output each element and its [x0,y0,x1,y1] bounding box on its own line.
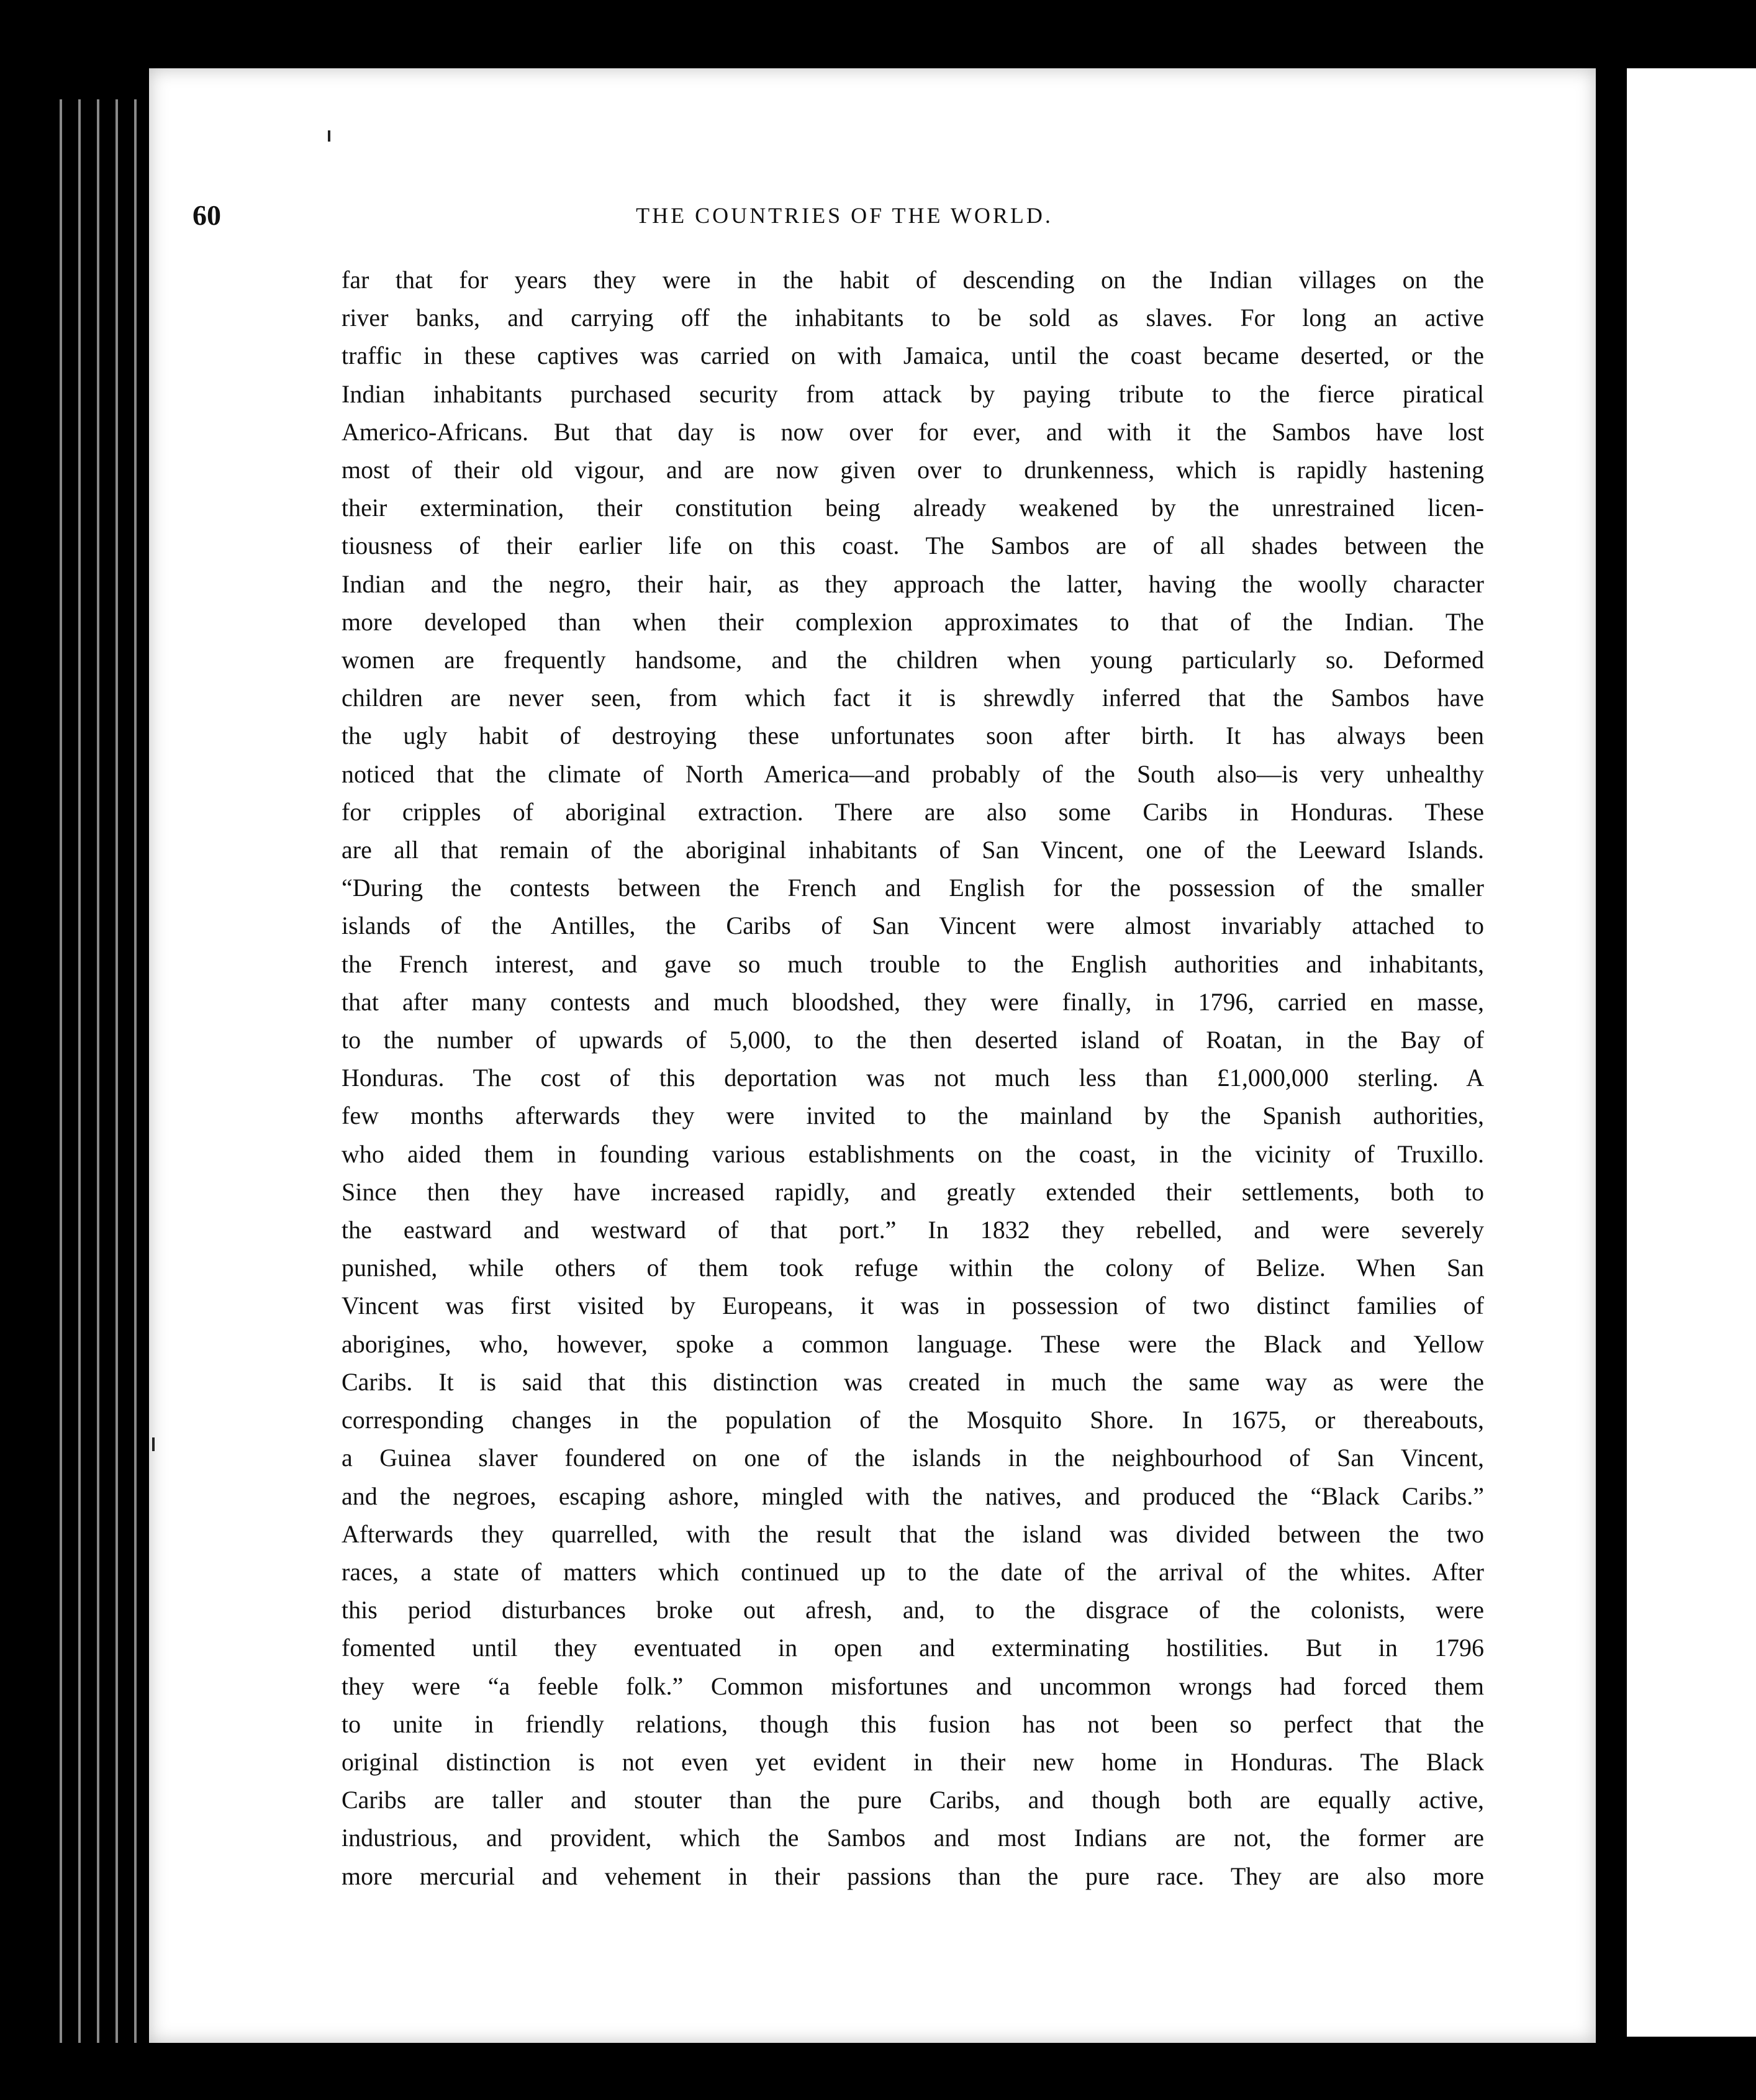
text-line: they were “a feeble folk.” Common misfortunes and uncommon wrongs had forced them [342,1672,1484,1700]
text-line: the eastward and westward of that port.” In 1832 they rebelled, and were severely [342,1216,1484,1244]
text-line: Caribs. It is said that this distinction was created in much the same way as were the [342,1367,1484,1396]
page-gutter [1596,62,1614,2049]
text-line: Afterwards they quarrelled, with the result that the island was divided between the two [342,1519,1484,1548]
text-line: punished, while others of them took refuge within the colony of Belize. When San [342,1254,1484,1282]
running-head: THE COUNTRIES OF THE WORLD. [636,203,1053,228]
page-number: 60 [192,199,221,231]
text-line: more mercurial and vehement in their passions than the pure race. They are also more [342,1862,1484,1890]
text-line: to unite in friendly relations, though this fusion has not been so perfect that the [342,1709,1484,1738]
text-line: Indian and the negro, their hair, as they approach the latter, having the woolly character [342,569,1484,598]
ink-speck [328,130,330,142]
text-line: most of their old vigour, and are now given over to drunkenness, which is rapidly hastening [342,456,1484,484]
text-line: “During the contests between the French and English for the possession of the smaller [342,874,1484,902]
text-line: Since then they have increased rapidly, and greatly extended their settlements, both to [342,1177,1484,1206]
text-line: to the number of upwards of 5,000, to the then deserted island of Roatan, in the Bay of [342,1026,1484,1054]
text-line: aborigines, who, however, spoke a common language. These were the Black and Yellow [342,1329,1484,1358]
text-line: this period disturbances broke out afresh, and, to the disgrace of the colonists, were [342,1596,1484,1624]
ink-speck [152,1437,155,1451]
text-line: women are frequently handsome, and the children when young particularly so. Deformed [342,646,1484,674]
text-line: tiousness of their earlier life on this coast. The Sambos are of all shades between the [342,532,1484,560]
text-line: and the negroes, escaping ashore, mingled with the natives, and produced the “Black Caribs.” [342,1482,1484,1510]
text-line: are all that remain of the aboriginal inhabitants of San Vincent, one of the Leeward Islands. [342,836,1484,864]
text-line: original distinction is not even yet evident in their new home in Honduras. The Black [342,1747,1484,1776]
text-line: who aided them in founding various establishments on the coast, in the vicinity of Truxillo. [342,1139,1484,1168]
text-line: industrious, and provident, which the Sambos and most Indians are not, the former are [342,1824,1484,1852]
text-line: few months afterwards they were invited to the mainland by the Spanish authorities, [342,1102,1484,1130]
text-line: islands of the Antilles, the Caribs of San Vincent were almost invariably attached to [342,912,1484,940]
text-line: Honduras. The cost of this deportation was not much less than £1,000,000 sterling. A [342,1064,1484,1092]
text-line: Indian inhabitants purchased security from attack by paying tribute to the fierce piratical [342,379,1484,408]
page-header [192,199,1496,236]
text-line: that after many contests and much bloodshed, they were finally, in 1796, carried en masse, [342,987,1484,1016]
text-line: races, a state of matters which continued up to the date of the arrival of the whites. After [342,1557,1484,1586]
adjacent-page-edge [1627,68,1756,2037]
text-line: traffic in these captives was carried on with Jamaica, until the coast became deserted, or the [342,342,1484,370]
text-line: Vincent was first visited by Europeans, it was in possession of two distinct families of [342,1292,1484,1320]
text-line: noticed that the climate of North America—and probably of the South also—is very unhealthy [342,759,1484,788]
text-line: river banks, and carrying off the inhabitants to be sold as slaves. For long an active [342,304,1484,332]
text-line: Caribs are taller and stouter than the pure Caribs, and though both are equally active, [342,1786,1484,1814]
text-line: their extermination, their constitution being already weakened by the unrestrained licen- [342,494,1484,522]
text-line: the ugly habit of destroying these unfortunates soon after birth. It has always been [342,722,1484,750]
text-line: children are never seen, from which fact it is shrewdly inferred that the Sambos have [342,684,1484,712]
text-line: more developed than when their complexion approximates to that of the Indian. The [342,607,1484,636]
text-line: Americo-Africans. But that day is now over for ever, and with it the Sambos have lost [342,417,1484,446]
book-binding-edge [50,99,149,2043]
text-line: a Guinea slaver foundered on one of the islands in the neighbourhood of San Vincent, [342,1444,1484,1472]
text-line: the French interest, and gave so much trouble to the English authorities and inhabitants, [342,949,1484,978]
text-line: for cripples of aboriginal extraction. There are also some Caribs in Honduras. These [342,797,1484,826]
text-line: corresponding changes in the population of the Mosquito Shore. In 1675, or thereabouts, [342,1406,1484,1434]
text-line: fomented until they eventuated in open and exterminating hostilities. But in 1796 [342,1634,1484,1662]
body-text [342,261,1484,1895]
text-line: far that for years they were in the habit of descending on the Indian villages on the [342,266,1484,294]
